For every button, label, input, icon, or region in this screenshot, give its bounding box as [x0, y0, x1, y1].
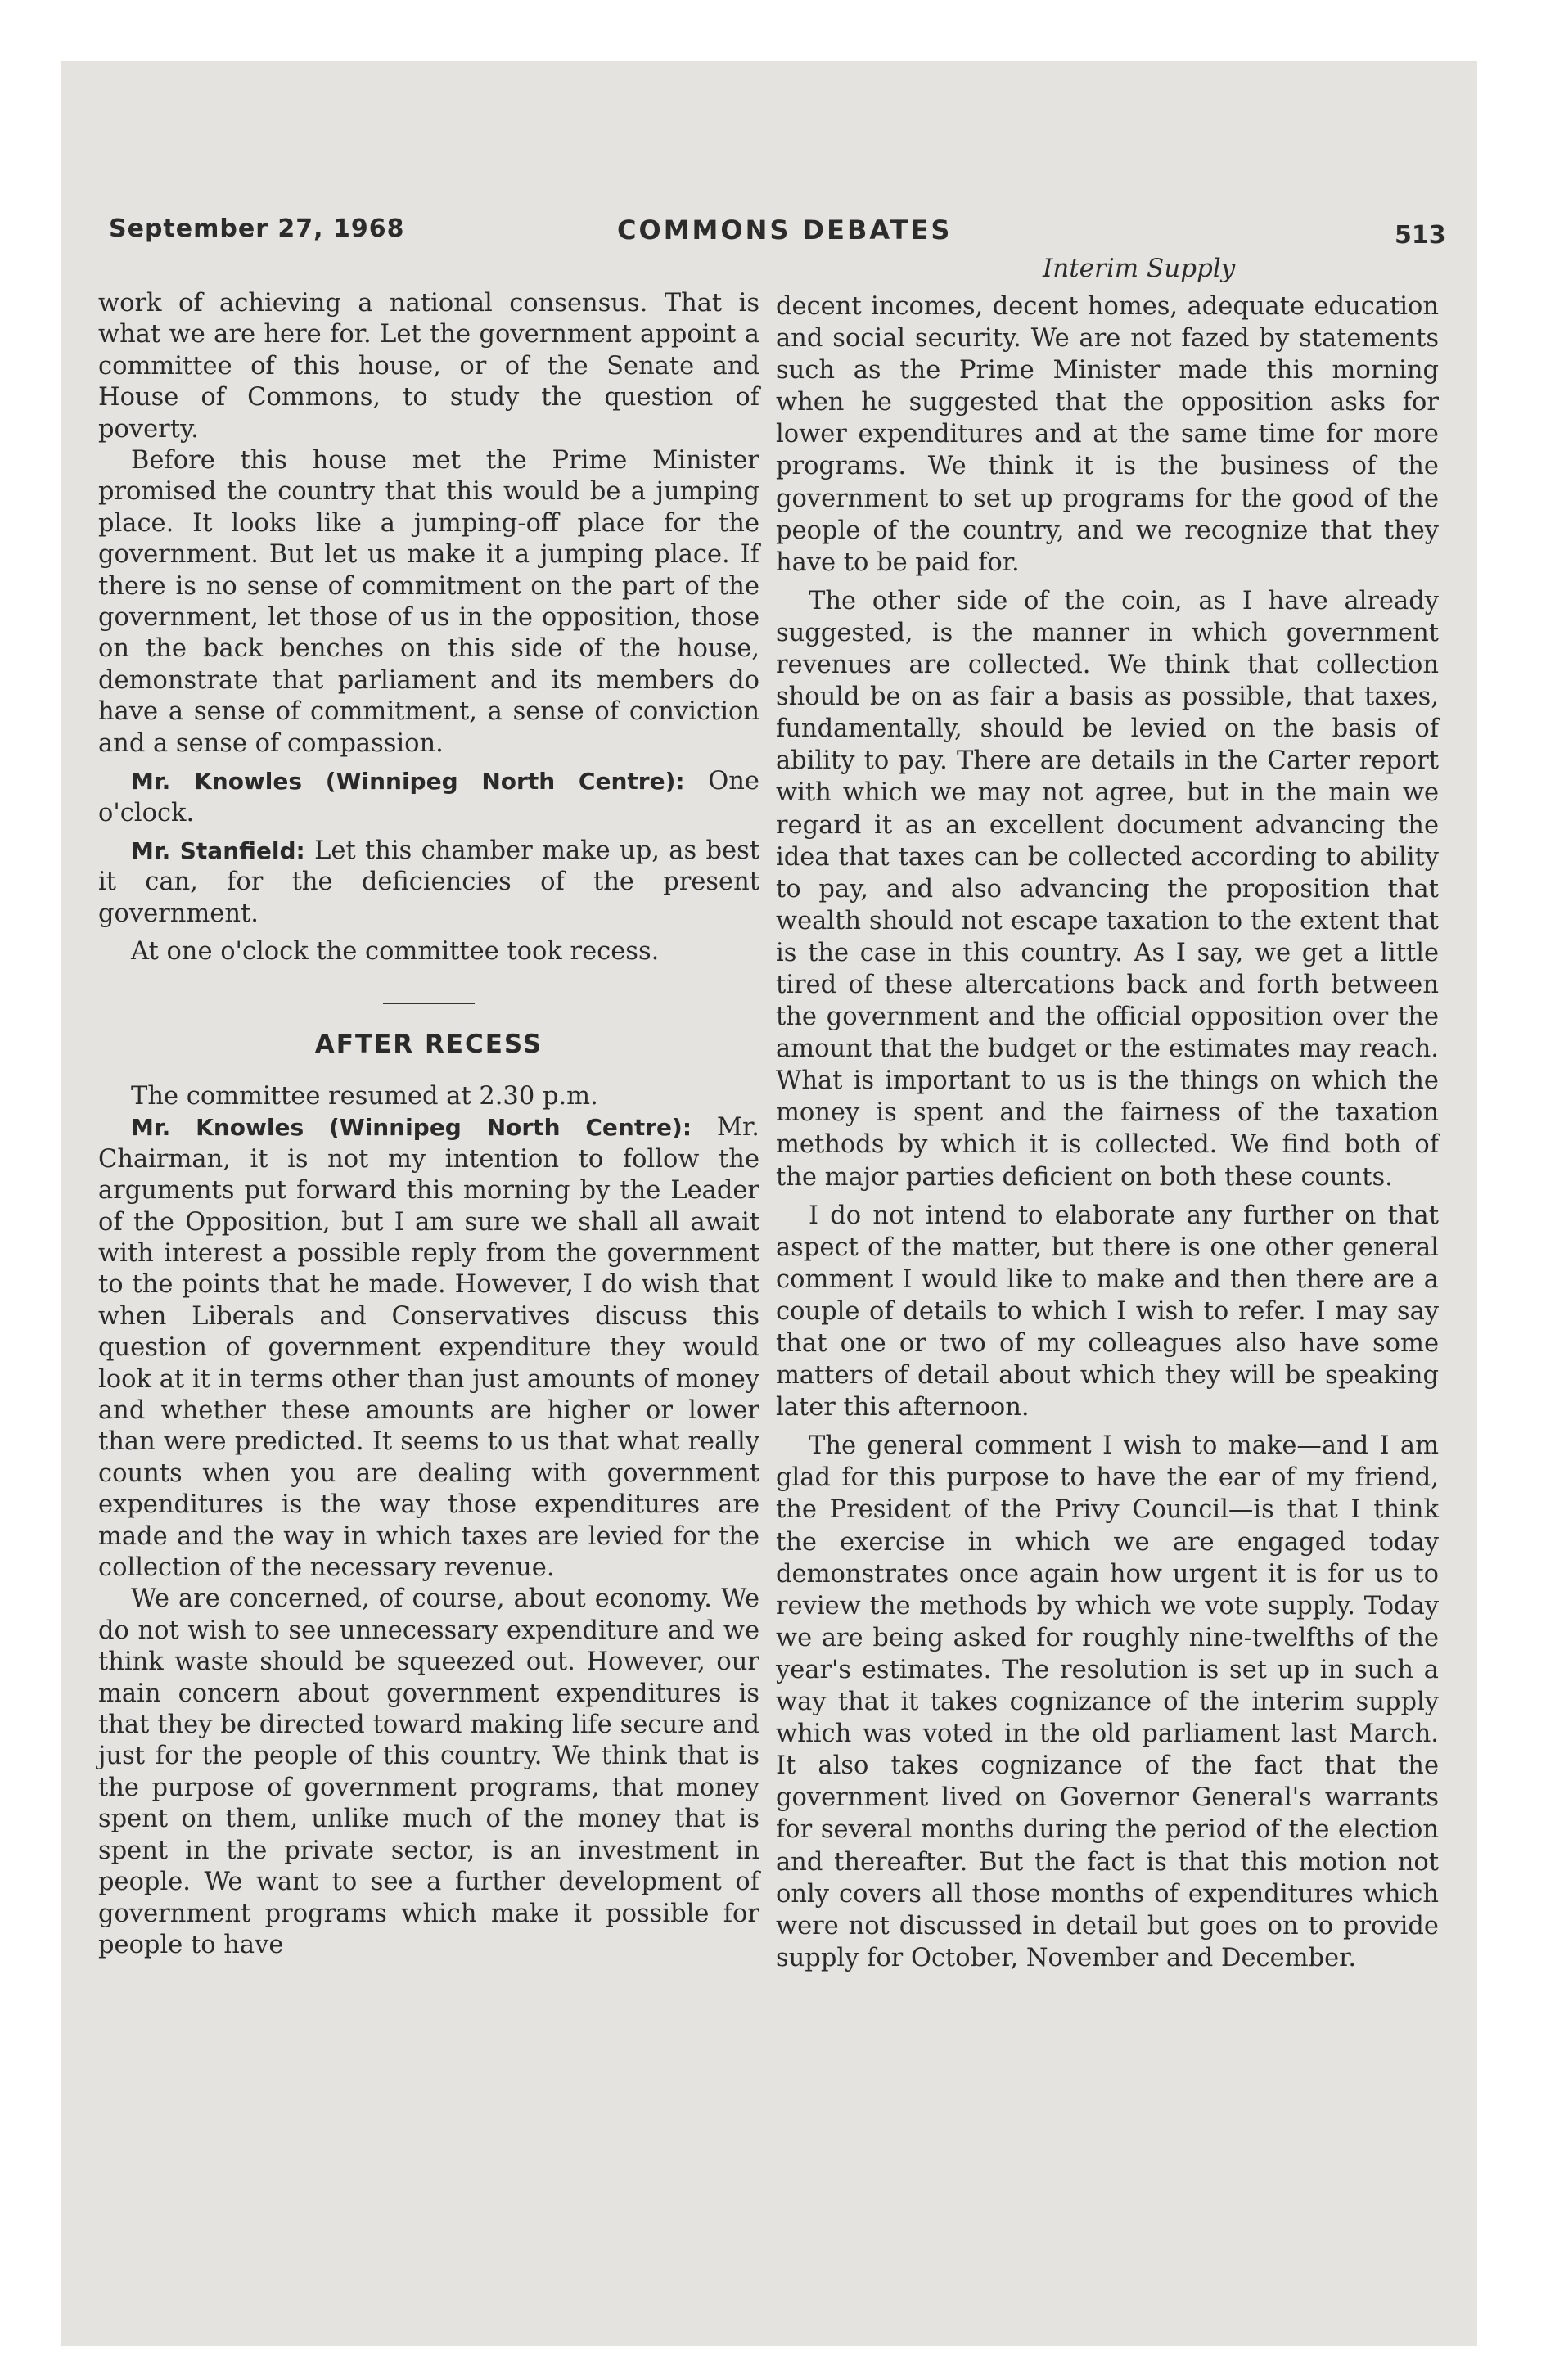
paragraph: The general comment I wish to make—and I am glad for this purpose to have the ear of my friend, the President of the Privy Council—is that I think the exercise in which we are engaged today demonstrates once again how urgent it is for us to review the methods by which we vote supply. Today we are being asked for roughly nine-twelfths of the year's estimates. The resolution is set up in such a way that it takes cognizance of the interim supply which was voted in the old parliament last March. It also takes cognizance of the fact that the government lived on Governor General's warrants for several months during the period of the election and thereafter. But the fact is that this motion not only covers all those months of expenditures which were not discussed in detail but goes on to provide supply for October, November and December.: [776, 1431, 1439, 1972]
paragraph: I do not intend to elaborate any further on that aspect of the matter, but there is one other general comment I would like to make and then there are a couple of details to which I wish to refer. I may say that one or two of my colleagues also have some matters of detail about which they will be speaking later this afternoon.: [776, 1201, 1439, 1422]
speech: [98, 836, 759, 930]
speaker-name: Mr. Stanfield:: [131, 836, 305, 864]
page-number: 513: [1395, 221, 1446, 250]
speech-text: Mr. Chairman, it is not my intention to follow the arguments put forward this morning by the Leader of the Opposition, but I am sure we shall all await with interest a possible reply from the government to the points that he made. However, I do wish that when Liberals and Conservatives discuss this question of government expenditure they would look at it in terms other than just amounts of money and whether these amounts are higher or lower than were predicted. It seems to us that what really counts when you are dealing with government expenditures is the way those expenditures are made and the way in which taxes are levied for the collection of the necessary revenue.: [98, 1113, 759, 1583]
divider: [383, 1003, 475, 1004]
paragraph: work of achieving a national consensus. That is what we are here for. Let the government appoint a committee of this house, or of the Senate and House of Commons, to study the question of poverty.: [98, 289, 759, 444]
speech: [98, 766, 759, 829]
speech-text: One o'clock.: [98, 767, 759, 827]
header-title: COMMONS DEBATES: [617, 214, 953, 246]
paragraph: We are concerned, of course, about economy. We do not wish to see unnecessary expenditure and we think waste should be squeezed out. However, our main concern about government expenditures is that they be directed toward making life secure and just for the people of this country. We think that is the purpose of government programs, that money spent on them, unlike much of the money that is spent in the private sector, is an investment in people. We want to see a further development of government programs which make it possible for people to have: [98, 1584, 759, 1959]
left-column: [98, 288, 759, 1961]
paragraph: Before this house met the Prime Minister promised the country that this would be a jumping place. It looks like a jumping-off place for the government. But let us make it a jumping place. If there is no sense of commitment on the part of the government, let those of us in the opposition, those on the back benches on this side of the house, demonstrate that parliament and its members do have a sense of commitment, a sense of conviction and a sense of compassion.: [98, 446, 759, 758]
paragraph: The committee resumed at 2.30 p.m.: [131, 1081, 598, 1111]
paragraph: decent incomes, decent homes, adequate education and social security. We are not fazed by statements such as the Prime Minister made this morning when he suggested that the opposition asks for lower expenditures and at the same time for more programs. We think it is the business of the government to set up programs for the good of the people of the country, and we recognize that they have to be paid for.: [776, 292, 1439, 577]
paragraph: At one o'clock the committee took recess.: [131, 937, 660, 967]
speaker-name: Mr. Knowles (Winnipeg North Centre):: [131, 1114, 692, 1142]
speaker-name: Mr. Knowles (Winnipeg North Centre):: [131, 768, 685, 796]
header-date: September 27, 1968: [109, 214, 405, 243]
right-column: [776, 291, 1439, 1974]
speech: [98, 1112, 759, 1584]
speech-text: Let this chamber make up, as best it can, for the deficiencies of the present government.: [98, 836, 759, 928]
section-heading: AFTER RECESS: [314, 1029, 543, 1059]
running-head: Interim Supply: [1043, 254, 1236, 283]
paragraph: The other side of the coin, as I have already suggested, is the manner in which government revenues are collected. We think that collection should be on as fair a basis as possible, that taxes, fundamentally, should be levied on the basis of ability to pay. There are details in the Carter report with which we may not agree, but in the main we regard it as an excellent document advancing the idea that taxes can be collected according to ability to pay, and also advancing the proposition that wealth should not escape taxation to the extent that is the case in this country. As I say, we get a little tired of these altercations back and forth between the government and the official opposition over the amount that the budget or the estimates may reach. What is important to us is the things on which the money is spent and the fairness of the taxation methods by which it is collected. We find both of the major parties deficient on both these counts.: [776, 586, 1439, 1192]
